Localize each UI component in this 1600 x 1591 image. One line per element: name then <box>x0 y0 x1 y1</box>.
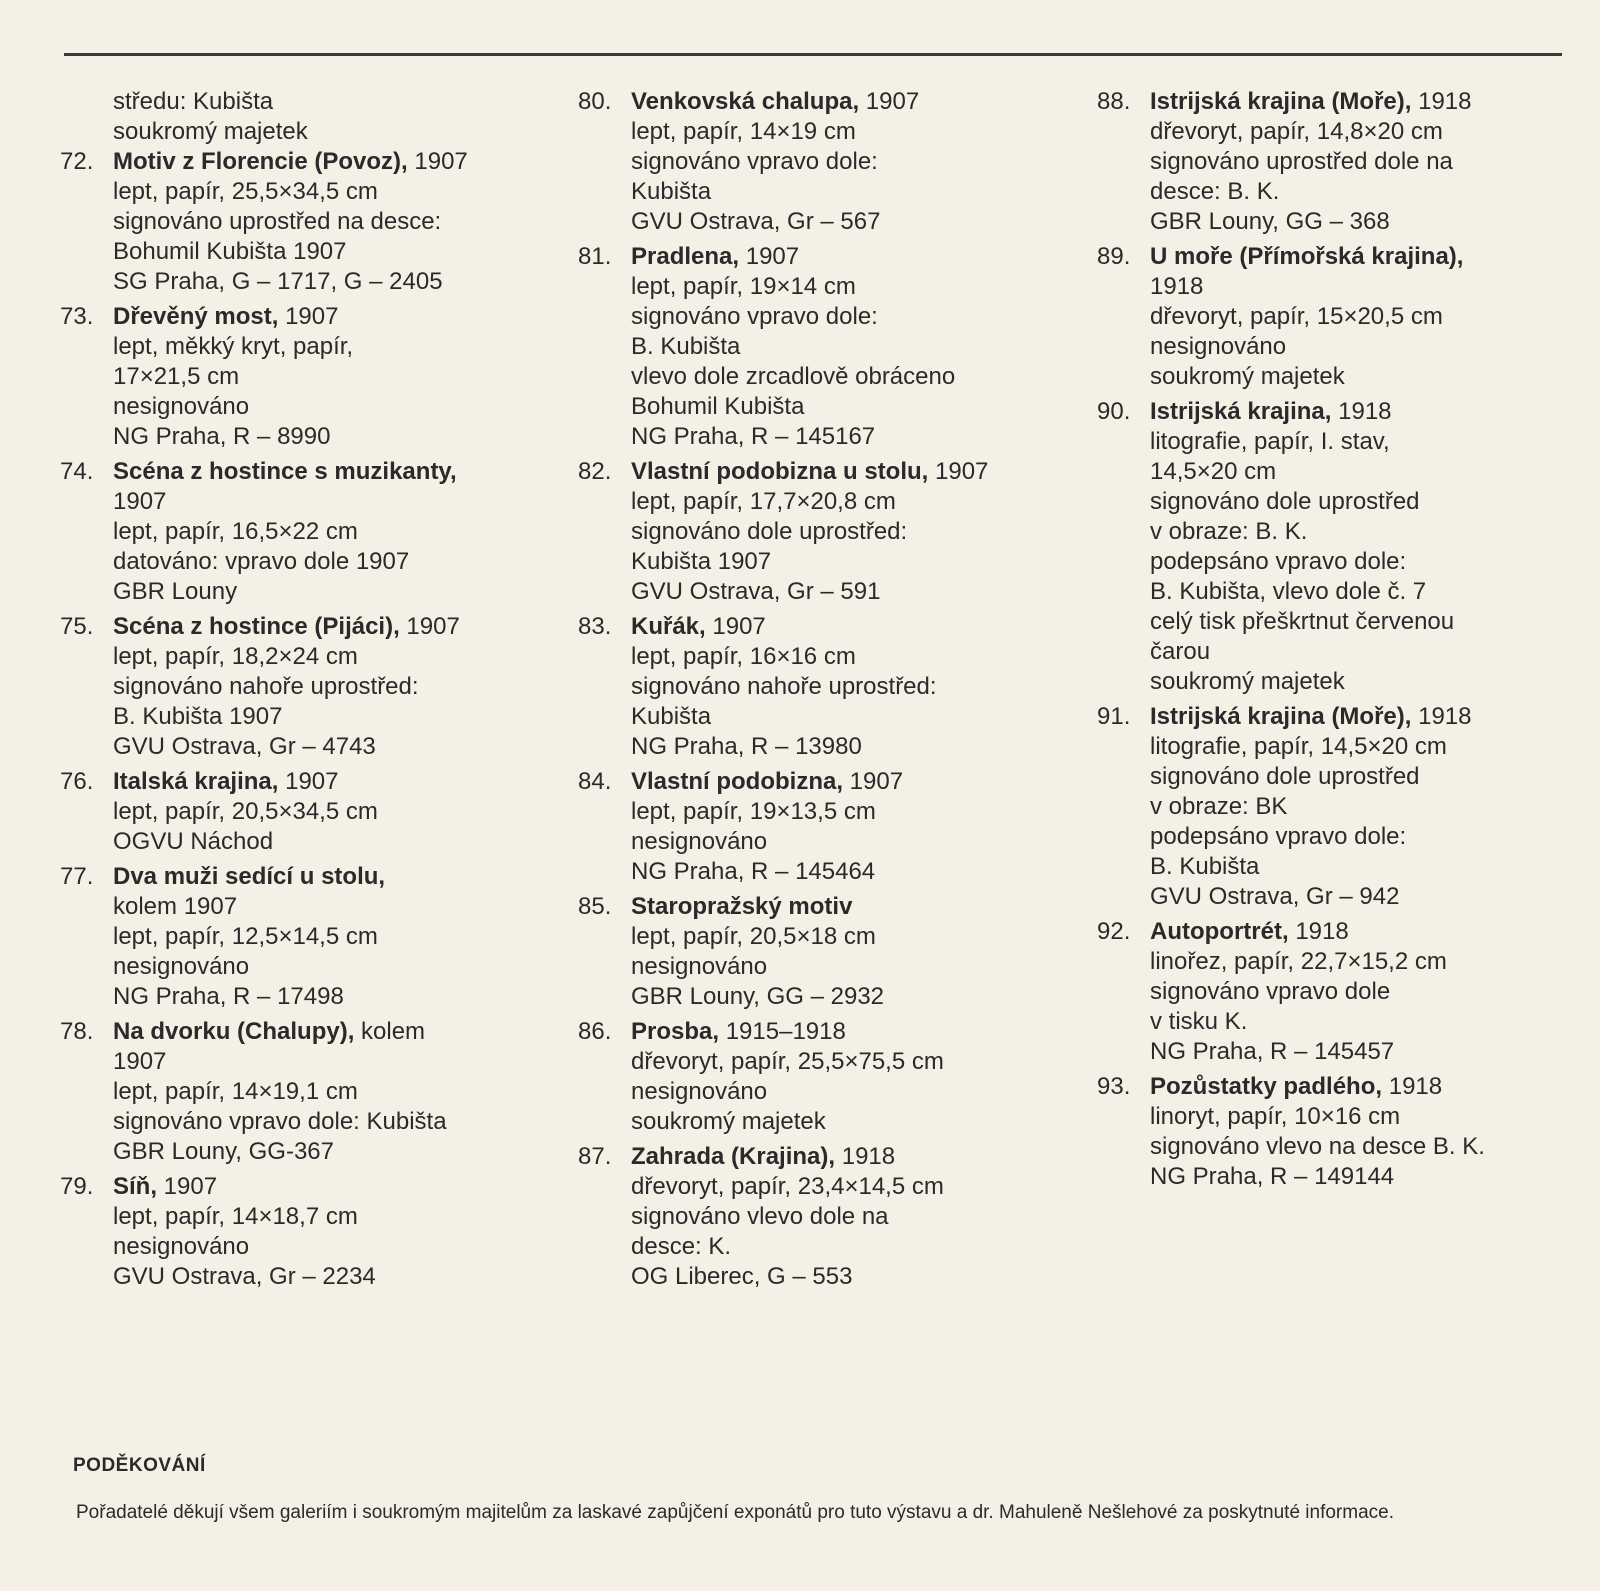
entry-date: 1918 <box>835 1143 896 1170</box>
entry-title: Istrijská krajina (Moře), <box>1150 88 1412 115</box>
entry-line: lept, měkký kryt, papír, <box>113 333 354 360</box>
entry-date: 1918 <box>1411 88 1472 115</box>
catalog-column-2 <box>578 87 1058 1297</box>
entry-line: signováno uprostřed dole na <box>1150 148 1453 175</box>
entry-title: Pozůstatky padlého, <box>1150 1073 1383 1100</box>
entry-line: nesignováno <box>113 393 250 420</box>
entry-title: Vlastní podobizna u stolu, <box>631 458 929 485</box>
entry-number: 82. <box>578 458 612 485</box>
entry-line: NG Praha, R – 17498 <box>113 983 344 1010</box>
entry-line: lept, papír, 16,5×22 cm <box>113 518 358 545</box>
catalog-entry <box>60 147 530 297</box>
entry-line: Bohumil Kubišta 1907 <box>113 238 347 265</box>
entry-line: v tisku K. <box>1150 1008 1248 1035</box>
entry-number: 76. <box>60 768 94 795</box>
entry-number: 88. <box>1097 88 1131 115</box>
entry-heading <box>1150 1072 1567 1102</box>
entry-line: dřevoryt, papír, 14,8×20 cm <box>1150 118 1443 145</box>
entry-line: GVU Ostrava, Gr – 4743 <box>113 733 376 760</box>
entry-line: OG Liberec, G – 553 <box>631 1263 853 1290</box>
entry-line: nesignováno <box>113 1233 250 1260</box>
entry-line: nesignováno <box>631 828 768 855</box>
entry-line: B. Kubišta, vlevo dole č. 7 <box>1150 578 1427 605</box>
entry-date: 1907 <box>407 148 468 175</box>
catalog-entry <box>578 87 1058 237</box>
entry-number: 92. <box>1097 918 1131 945</box>
entry-body <box>631 1142 1058 1292</box>
entry-heading <box>1150 917 1567 947</box>
entry-line: linořez, papír, 22,7×15,2 cm <box>1150 948 1447 975</box>
entry-line: OGVU Náchod <box>113 828 274 855</box>
entry-body <box>113 457 530 607</box>
entry-body <box>113 302 530 452</box>
catalog-entry <box>578 1142 1058 1292</box>
entry-body <box>631 612 1058 762</box>
entry-line: lept, papír, 12,5×14,5 cm <box>113 923 378 950</box>
entry-line: signováno dole uprostřed: <box>631 518 908 545</box>
entry-body <box>113 1017 530 1167</box>
entry-line: B. Kubišta <box>1150 853 1260 880</box>
entry-line: lept, papír, 16×16 cm <box>631 643 856 670</box>
entry-line: NG Praha, R – 145457 <box>1150 1038 1395 1065</box>
entry-line: soukromý majetek <box>1150 668 1345 695</box>
entry-heading <box>631 87 1058 117</box>
entry-line: kolem 1907 <box>113 893 238 920</box>
entry-title: Motiv z Florencie (Povoz), <box>113 148 408 175</box>
entry-date: kolem <box>354 1018 426 1045</box>
entry-number: 78. <box>60 1018 94 1045</box>
entry-heading <box>113 1017 530 1047</box>
entry-heading <box>1150 397 1567 427</box>
entry-date: 1915–1918 <box>719 1018 846 1045</box>
entry-line: desce: B. K. <box>1150 178 1280 205</box>
entry-number: 77. <box>60 863 94 890</box>
catalog-entry <box>578 242 1058 452</box>
entry-line: celý tisk přeškrtnut červenou <box>1150 608 1455 635</box>
entry-line: v obraze: B. K. <box>1150 518 1308 545</box>
entry-title: Scéna z hostince s muzikanty, <box>113 458 457 485</box>
entry-body <box>113 612 530 762</box>
entry-title: Istrijská krajina, <box>1150 398 1332 425</box>
entry-line: Bohumil Kubišta <box>631 393 805 420</box>
entry-number: 93. <box>1097 1073 1131 1100</box>
entry-title: U moře (Přímořská krajina), <box>1150 243 1464 270</box>
entry-line: 14,5×20 cm <box>1150 458 1277 485</box>
entry-heading <box>631 612 1058 642</box>
entry-date: 1907 <box>278 303 339 330</box>
entry-number: 81. <box>578 243 612 270</box>
entry-line: SG Praha, G – 1717, G – 2405 <box>113 268 443 295</box>
entry-line: Kubišta <box>631 178 712 205</box>
entry-body <box>631 767 1058 887</box>
entry-heading <box>631 1142 1058 1172</box>
entry-date: 1907 <box>278 768 339 795</box>
catalog-entry <box>1097 702 1567 912</box>
top-rule <box>64 53 1562 56</box>
entry-line: soukromý majetek <box>631 1108 826 1135</box>
entry-line: signováno nahoře uprostřed: <box>113 673 419 700</box>
entry-title: Zahrada (Krajina), <box>631 1143 836 1170</box>
entry-heading <box>113 862 530 892</box>
entry-title: Autoportrét, <box>1150 918 1289 945</box>
entry-number: 86. <box>578 1018 612 1045</box>
entry-line: signováno vlevo dole na <box>631 1203 889 1230</box>
entry-heading <box>113 1172 530 1202</box>
entry-line: NG Praha, R – 145464 <box>631 858 876 885</box>
catalog-entry <box>60 1017 530 1167</box>
entry-heading <box>1150 87 1567 117</box>
entry-title: Scéna z hostince (Pijáci), <box>113 613 400 640</box>
catalog-entry <box>1097 242 1567 392</box>
entry-date: 1907 <box>399 613 460 640</box>
entry-line: 1907 <box>113 488 167 515</box>
entry-body <box>631 457 1058 607</box>
entry-line: signováno vlevo na desce B. K. <box>1150 1133 1485 1160</box>
catalog-column-1 <box>60 87 530 1297</box>
entry-number: 75. <box>60 613 94 640</box>
entry-line: nesignováno <box>1150 333 1287 360</box>
entry-line: NG Praha, R – 145167 <box>631 423 876 450</box>
entry-heading <box>113 612 530 642</box>
entry-title: Istrijská krajina (Moře), <box>1150 703 1412 730</box>
entry-line: podepsáno vpravo dole: <box>1150 823 1407 850</box>
entry-number: 91. <box>1097 703 1131 730</box>
entry-date: 1918 <box>1288 918 1349 945</box>
entry-line: GVU Ostrava, Gr – 942 <box>1150 883 1400 910</box>
entry-number: 80. <box>578 88 612 115</box>
entry-title: Vlastní podobizna, <box>631 768 844 795</box>
entry-date: 1918 <box>1331 398 1392 425</box>
entry-heading <box>631 767 1058 797</box>
entry-line: GBR Louny <box>113 578 238 605</box>
entry-line: 1907 <box>113 1048 167 1075</box>
entry-line: dřevoryt, papír, 25,5×75,5 cm <box>631 1048 944 1075</box>
entry-line: GVU Ostrava, Gr – 591 <box>631 578 881 605</box>
continued-entry <box>60 87 530 147</box>
entry-body <box>1150 917 1567 1067</box>
catalog-entry <box>60 302 530 452</box>
entry-body <box>113 1172 530 1292</box>
entry-heading <box>113 302 530 332</box>
entry-line: signováno vpravo dole <box>1150 978 1391 1005</box>
catalog-entry <box>1097 397 1567 697</box>
entry-line: lept, papír, 19×14 cm <box>631 273 856 300</box>
entry-number: 84. <box>578 768 612 795</box>
entry-line: datováno: vpravo dole 1907 <box>113 548 410 575</box>
entry-title: Dva muži sedící u stolu, <box>113 863 386 890</box>
entry-line: dřevoryt, papír, 23,4×14,5 cm <box>631 1173 944 1200</box>
entry-heading <box>113 457 530 487</box>
entry-heading <box>113 147 530 177</box>
entry-line: signováno vpravo dole: Kubišta <box>113 1108 447 1135</box>
entry-line: GVU Ostrava, Gr – 2234 <box>113 1263 376 1290</box>
entry-title: Italská krajina, <box>113 768 279 795</box>
entry-line: litografie, papír, I. stav, <box>1150 428 1390 455</box>
entry-heading <box>631 892 1058 922</box>
entry-line: dřevoryt, papír, 15×20,5 cm <box>1150 303 1443 330</box>
entry-title: Staropražský motiv <box>631 893 853 920</box>
entry-heading <box>631 1017 1058 1047</box>
entry-heading <box>631 242 1058 272</box>
entry-body <box>631 242 1058 452</box>
catalog-entry <box>1097 917 1567 1067</box>
catalog-entry <box>578 767 1058 887</box>
entry-title: Kuřák, <box>631 613 706 640</box>
entry-line: lept, papír, 17,7×20,8 cm <box>631 488 896 515</box>
catalog-entry <box>578 1017 1058 1137</box>
entry-line: nesignováno <box>113 953 250 980</box>
entry-line: NG Praha, R – 13980 <box>631 733 862 760</box>
entry-body <box>1150 87 1567 237</box>
entry-number: 79. <box>60 1173 94 1200</box>
entry-title: Prosba, <box>631 1018 720 1045</box>
entry-line: signováno vpravo dole: <box>631 303 878 330</box>
entry-body <box>113 767 530 857</box>
entry-line: lept, papír, 18,2×24 cm <box>113 643 358 670</box>
catalog-entry <box>578 892 1058 1012</box>
acknowledgement-text: Pořadatelé děkují všem galeriím i soukromým majitelům za laskavé zapůjčení exponátů pro tuto výstavu a dr. Mahuleně Nešlehové za poskytnuté informace. <box>76 1502 1394 1523</box>
catalog-entry <box>578 612 1058 762</box>
entry-heading <box>113 767 530 797</box>
entry-line: lept, papír, 25,5×34,5 cm <box>113 178 378 205</box>
entry-line: signováno dole uprostřed <box>1150 763 1420 790</box>
entry-number: 89. <box>1097 243 1131 270</box>
entry-body <box>1150 702 1567 912</box>
entry-line: soukromý majetek <box>1150 363 1345 390</box>
entry-number: 74. <box>60 458 94 485</box>
entry-line: lept, papír, 20,5×34,5 cm <box>113 798 378 825</box>
acknowledgement-heading: PODĚKOVÁNÍ <box>73 1455 206 1476</box>
entry-line: B. Kubišta <box>631 333 741 360</box>
catalog-entry <box>578 457 1058 607</box>
entry-line: lept, papír, 14×19,1 cm <box>113 1078 358 1105</box>
entry-date: 1907 <box>739 243 800 270</box>
entry-line: lept, papír, 14×18,7 cm <box>113 1203 358 1230</box>
entry-line: litografie, papír, 14,5×20 cm <box>1150 733 1447 760</box>
entry-line: linoryt, papír, 10×16 cm <box>1150 1103 1401 1130</box>
entry-line: signováno uprostřed na desce: <box>113 208 442 235</box>
entry-body <box>113 147 530 297</box>
entry-line: v obraze: BK <box>1150 793 1288 820</box>
entry-line: signováno dole uprostřed <box>1150 488 1420 515</box>
catalog-entry <box>60 862 530 1012</box>
entry-line: lept, papír, 14×19 cm <box>631 118 856 145</box>
entry-body <box>631 892 1058 1012</box>
entry-date: 1918 <box>1382 1073 1443 1100</box>
entry-date: 1907 <box>843 768 904 795</box>
entry-body <box>1150 242 1567 392</box>
entry-body <box>113 862 530 1012</box>
entry-number: 85. <box>578 893 612 920</box>
entry-line: středu: Kubišta <box>113 88 274 115</box>
catalog-entry <box>60 612 530 762</box>
entry-number: 90. <box>1097 398 1131 425</box>
entry-title: Síň, <box>113 1173 158 1200</box>
entry-title: Pradlena, <box>631 243 740 270</box>
entry-number: 73. <box>60 303 94 330</box>
entry-line: nesignováno <box>631 1078 768 1105</box>
entry-body <box>631 1017 1058 1137</box>
entry-line: nesignováno <box>631 953 768 980</box>
entry-line: vlevo dole zrcadlově obráceno <box>631 363 956 390</box>
catalog-entry <box>60 1172 530 1292</box>
entry-line: Kubišta 1907 <box>631 548 772 575</box>
entry-line: GBR Louny, GG – 2932 <box>631 983 885 1010</box>
entry-line: GBR Louny, GG-367 <box>113 1138 334 1165</box>
catalog-entry <box>60 457 530 607</box>
catalog-entry <box>1097 87 1567 237</box>
entry-line: GVU Ostrava, Gr – 567 <box>631 208 881 235</box>
entry-line: GBR Louny, GG – 368 <box>1150 208 1390 235</box>
entry-date: 1907 <box>157 1173 218 1200</box>
entry-line: NG Praha, R – 8990 <box>113 423 331 450</box>
entry-line: 17×21,5 cm <box>113 363 240 390</box>
entry-body <box>631 87 1058 237</box>
entry-line: čarou <box>1150 638 1211 665</box>
entry-line: B. Kubišta 1907 <box>113 703 283 730</box>
entry-number: 83. <box>578 613 612 640</box>
entry-line: lept, papír, 19×13,5 cm <box>631 798 876 825</box>
entry-line: Kubišta <box>631 703 712 730</box>
entry-line: NG Praha, R – 149144 <box>1150 1163 1395 1190</box>
entry-title: Na dvorku (Chalupy), <box>113 1018 355 1045</box>
entry-line: desce: K. <box>631 1233 732 1260</box>
entry-body <box>1150 397 1567 697</box>
entry-date: 1907 <box>859 88 920 115</box>
entry-number: 87. <box>578 1143 612 1170</box>
entry-title: Dřevěný most, <box>113 303 279 330</box>
entry-line: soukromý majetek <box>113 118 308 145</box>
entry-heading <box>1150 242 1567 272</box>
entry-line: signováno vpravo dole: <box>631 148 878 175</box>
entry-body <box>1150 1072 1567 1192</box>
entry-heading <box>631 457 1058 487</box>
catalog-entry <box>60 767 530 857</box>
entry-line: podepsáno vpravo dole: <box>1150 548 1407 575</box>
entry-date: 1907 <box>928 458 989 485</box>
entry-line: 1918 <box>1150 273 1204 300</box>
catalog-entry <box>1097 1072 1567 1192</box>
entry-date: 1907 <box>705 613 766 640</box>
entry-date: 1918 <box>1411 703 1472 730</box>
entry-line: signováno nahoře uprostřed: <box>631 673 937 700</box>
entry-heading <box>1150 702 1567 732</box>
entry-title: Venkovská chalupa, <box>631 88 860 115</box>
entry-line: lept, papír, 20,5×18 cm <box>631 923 876 950</box>
entry-number: 72. <box>60 148 94 175</box>
catalog-column-3 <box>1097 87 1567 1197</box>
